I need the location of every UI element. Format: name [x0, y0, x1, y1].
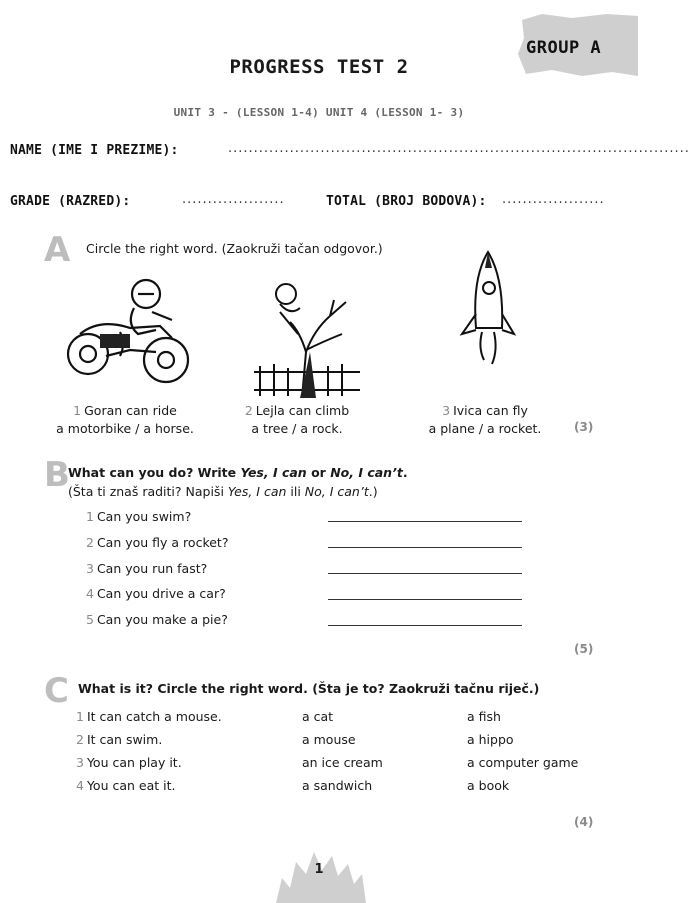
section-c-score: (4) [574, 815, 594, 829]
clue-row: 2 It can swim. [76, 732, 163, 747]
section-a-item-3 [410, 402, 560, 438]
question-row: 2 Can you fly a rocket? [86, 535, 229, 550]
option-word[interactable]: a sandwich [302, 778, 373, 793]
item-number: 2 [244, 403, 253, 418]
answer-line-2[interactable] [328, 546, 522, 548]
units-subtitle: UNIT 3 - (LESSON 1-4) UNIT 4 (LESSON 1- 3) [173, 106, 465, 119]
motorbike-picture [60, 272, 200, 392]
option-word[interactable]: a computer game [467, 755, 579, 770]
test-title: PROGRESS TEST 2 [229, 56, 409, 78]
answer-line-5[interactable] [328, 624, 522, 626]
tree-picture [250, 272, 365, 400]
clue-row: 4 You can eat it. [76, 778, 176, 793]
section-b-instruction-translation: (Šta ti znaš raditi? Napiši Yes, I can ili No, I can’t.) [68, 484, 378, 499]
name-field[interactable]: .......................................................................................... [228, 141, 690, 156]
item-text: Ivica can fly [453, 403, 528, 418]
section-a-letter: A [44, 230, 71, 270]
group-label: GROUP A [526, 38, 602, 58]
page-number: 1 [314, 862, 324, 877]
item-text: Goran can ride [84, 403, 177, 418]
total-field[interactable]: .................... [502, 192, 605, 207]
section-b-instruction: What can you do? Write Yes, I can or No, I can’t. [68, 465, 408, 480]
section-a-item-1 [40, 402, 210, 438]
question-row: 3 Can you run fast? [86, 561, 208, 576]
section-a-item-2 [222, 402, 372, 438]
item-options[interactable]: a motorbike / a horse. [56, 421, 194, 436]
grade-field[interactable]: .................... [182, 192, 285, 207]
clue-row: 1 It can catch a mouse. [76, 709, 222, 724]
question-row: 4 Can you drive a car? [86, 586, 226, 601]
question-row: 1 Can you swim? [86, 509, 192, 524]
option-word[interactable]: a cat [302, 709, 334, 724]
section-b-letter: B [44, 455, 70, 495]
option-word[interactable]: a fish [467, 709, 501, 724]
item-number: 1 [73, 403, 82, 418]
option-word[interactable]: an ice cream [302, 755, 383, 770]
answer-line-1[interactable] [328, 520, 522, 522]
option-word[interactable]: a hippo [467, 732, 514, 747]
option-word[interactable]: a book [467, 778, 510, 793]
section-a-instruction: Circle the right word. (Zaokruži tačan odgovor.) [86, 241, 383, 256]
grade-label: GRADE (RAZRED): [10, 194, 131, 209]
section-c-instruction: What is it? Circle the right word. (Šta je to? Zaokruži tačnu riječ.) [78, 681, 540, 696]
item-number: 3 [442, 403, 451, 418]
name-label: NAME (IME I PREZIME): [10, 143, 179, 158]
section-a-score: (3) [574, 420, 594, 434]
item-text: Lejla can climb [255, 403, 350, 418]
section-b-score: (5) [574, 642, 594, 656]
question-row: 5 Can you make a pie? [86, 612, 228, 627]
rocket-picture [452, 248, 522, 384]
total-label: TOTAL (BROJ BODOVA): [326, 194, 487, 209]
item-options[interactable]: a plane / a rocket. [428, 421, 542, 436]
option-word[interactable]: a mouse [302, 732, 356, 747]
item-options[interactable]: a tree / a rock. [251, 421, 343, 436]
section-c-letter: C [44, 671, 69, 711]
clue-row: 3 You can play it. [76, 755, 182, 770]
answer-line-3[interactable] [328, 572, 522, 574]
answer-line-4[interactable] [328, 598, 522, 600]
